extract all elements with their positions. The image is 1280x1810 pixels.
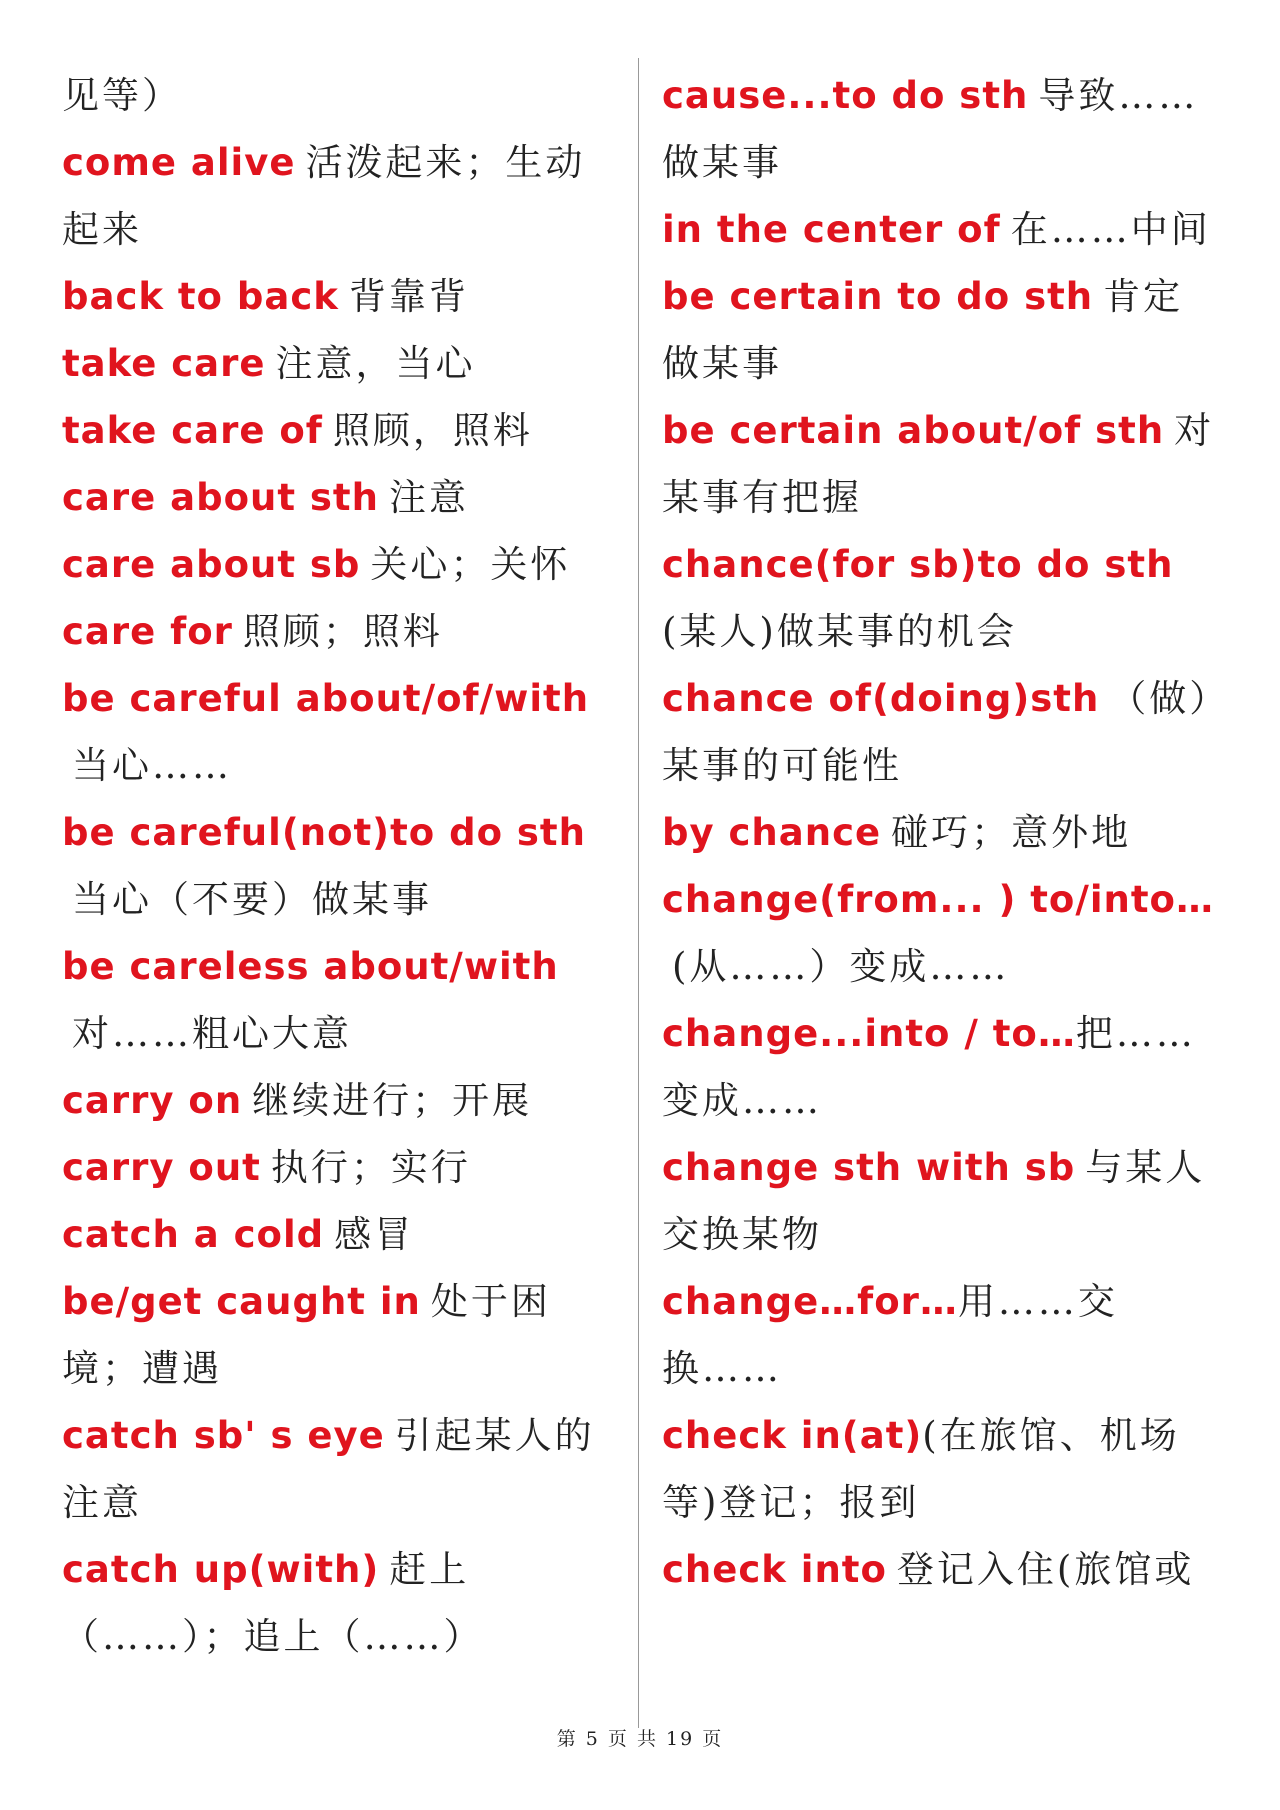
- english-phrase: carry out: [62, 1146, 261, 1189]
- left-column: [62, 62, 622, 1670]
- english-phrase: catch sb' s eye: [62, 1414, 385, 1457]
- phrase-entry: [62, 1067, 622, 1134]
- phrase-entry: [662, 196, 1222, 263]
- phrase-entry: [62, 933, 622, 1067]
- phrase-entry: [662, 665, 1222, 799]
- phrase-entry: [662, 799, 1222, 866]
- chinese-meaning: 照顾；照料: [242, 610, 443, 653]
- phrase-entry: [62, 598, 622, 665]
- english-phrase: cause...to do sth: [662, 74, 1029, 117]
- chinese-meaning: 对某事有把握: [662, 409, 1215, 519]
- chinese-meaning: 感冒: [334, 1213, 415, 1256]
- chinese-meaning: 在……中间: [1010, 208, 1211, 251]
- english-phrase: chance(for sb)to do sth: [662, 543, 1174, 586]
- english-phrase: change…for…: [662, 1280, 958, 1323]
- phrase-entry: [662, 263, 1222, 397]
- phrase-entry: [62, 464, 622, 531]
- phrase-entry: [662, 1536, 1222, 1603]
- english-phrase: care for: [62, 610, 233, 653]
- english-phrase: come alive: [62, 141, 296, 184]
- english-phrase: catch up(with): [62, 1548, 380, 1591]
- chinese-meaning: 登记入住(旅馆或: [896, 1548, 1195, 1591]
- english-phrase: be certain to do sth: [662, 275, 1094, 318]
- english-phrase: be certain about/of sth: [662, 409, 1165, 452]
- chinese-meaning: 对……粗心大意: [72, 1012, 352, 1055]
- english-phrase: change sth with sb: [662, 1146, 1076, 1189]
- english-phrase: check into: [662, 1548, 887, 1591]
- english-phrase: carry on: [62, 1079, 243, 1122]
- english-phrase: be careless about/with: [62, 945, 559, 988]
- chinese-meaning: 导致……做某事: [662, 74, 1199, 184]
- phrase-entry: [62, 1536, 622, 1670]
- chinese-meaning: 见等）: [62, 74, 182, 117]
- chinese-meaning: 当心（不要）做某事: [72, 878, 432, 921]
- phrase-entry: [662, 1402, 1222, 1536]
- english-phrase: be careful(not)to do sth: [62, 811, 586, 854]
- english-phrase: care about sb: [62, 543, 361, 586]
- chinese-meaning: 注意，当心: [275, 342, 476, 385]
- english-phrase: be careful about/of/with: [62, 677, 590, 720]
- phrase-entry: [662, 62, 1222, 196]
- chinese-meaning: 注意: [388, 476, 469, 519]
- phrase-entry: [62, 62, 622, 129]
- chinese-meaning: 碰巧；意外地: [891, 811, 1132, 854]
- phrase-entry: [62, 397, 622, 464]
- chinese-meaning: 继续进行；开展: [252, 1079, 533, 1122]
- english-phrase: chance of(doing)sth: [662, 677, 1100, 720]
- english-phrase: back to back: [62, 275, 339, 318]
- phrase-entry: [662, 1134, 1222, 1268]
- english-phrase: be/get caught in: [62, 1280, 421, 1323]
- chinese-meaning: 把……变成……: [662, 1012, 1196, 1122]
- phrase-entry: [62, 129, 622, 263]
- phrase-entry: [662, 866, 1222, 1000]
- chinese-meaning: 背靠背: [348, 275, 469, 318]
- chinese-meaning: (从……）变成……: [672, 945, 1010, 988]
- chinese-meaning: 关心；关怀: [370, 543, 571, 586]
- phrase-entry: [62, 1402, 622, 1536]
- phrase-entry: [62, 665, 622, 799]
- phrase-entry: [662, 1268, 1222, 1402]
- phrase-entry: [62, 263, 622, 330]
- english-phrase: care about sth: [62, 476, 379, 519]
- chinese-meaning: （做）某事的可能性: [662, 677, 1211, 787]
- english-phrase: check in(at): [662, 1414, 923, 1457]
- chinese-meaning: 处于困境；遭遇: [62, 1280, 551, 1390]
- chinese-meaning: 活泼起来；生动起来: [62, 141, 586, 251]
- chinese-meaning: 肯定做某事: [662, 275, 1184, 385]
- phrase-entry: [62, 1134, 622, 1201]
- chinese-meaning: (某人)做某事的机会: [662, 610, 1017, 653]
- column-divider: [638, 58, 639, 1728]
- english-phrase: by chance: [662, 811, 882, 854]
- phrase-entry: [662, 1000, 1222, 1134]
- phrase-entry: [662, 531, 1222, 665]
- page-number-footer: 第 5 页 共 19 页: [556, 1728, 724, 1750]
- right-column: [662, 62, 1222, 1603]
- english-phrase: in the center of: [662, 208, 1001, 251]
- phrase-entry: [62, 1268, 622, 1402]
- phrase-entry: [662, 397, 1222, 531]
- english-phrase: change(from... ) to/into…: [662, 878, 1214, 921]
- phrase-entry: [62, 531, 622, 598]
- english-phrase: take care: [62, 342, 266, 385]
- phrase-entry: [62, 799, 622, 933]
- english-phrase: change...into / to…: [662, 1012, 1076, 1055]
- chinese-meaning: 赶上（……）；追上（……）: [62, 1548, 484, 1658]
- chinese-meaning: 与某人交换某物: [662, 1146, 1206, 1256]
- english-phrase: take care of: [62, 409, 323, 452]
- phrase-entry: [62, 1201, 622, 1268]
- chinese-meaning: 执行；实行: [270, 1146, 471, 1189]
- chinese-meaning: 照顾，照料: [332, 409, 533, 452]
- chinese-meaning: (在旅馆、机场等)登记；报到: [662, 1414, 1180, 1524]
- chinese-meaning: 引起某人的注意: [62, 1414, 595, 1524]
- phrase-entry: [62, 330, 622, 397]
- chinese-meaning: 用……交换……: [662, 1280, 1118, 1390]
- english-phrase: catch a cold: [62, 1213, 325, 1256]
- chinese-meaning: 当心……: [72, 744, 232, 787]
